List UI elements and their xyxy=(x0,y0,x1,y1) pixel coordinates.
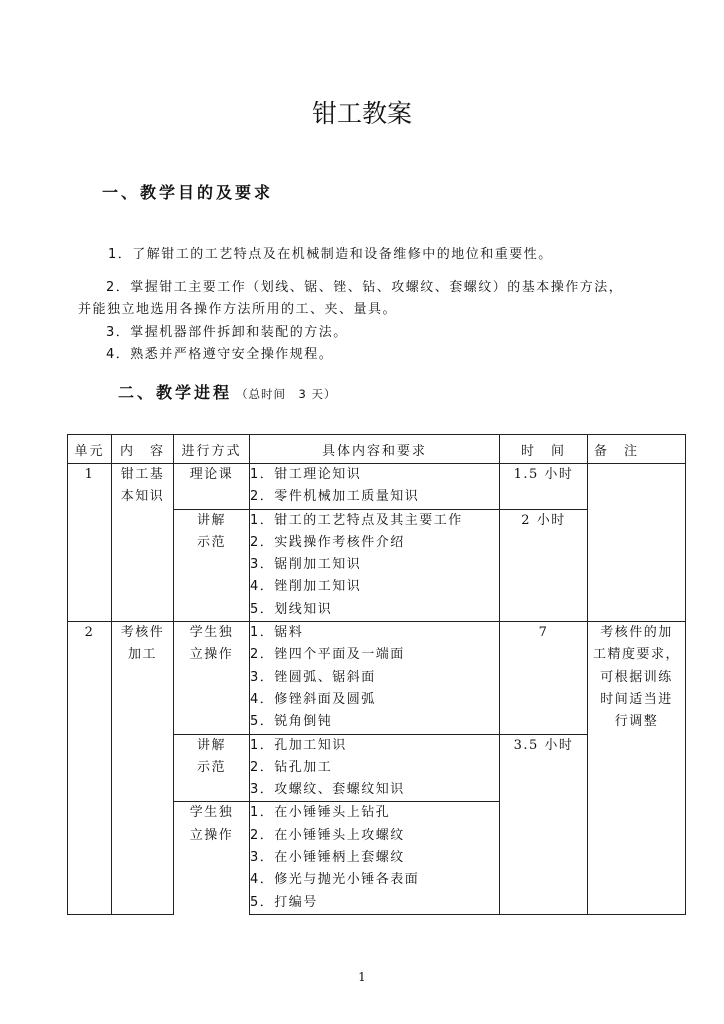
unit-content-2: 考核件 加工 xyxy=(112,622,174,915)
progress-total-time: （总时间 3 天） xyxy=(236,387,337,401)
progress-heading-text: 二、教学进程 xyxy=(118,383,233,402)
method-cell: 理论课 xyxy=(174,464,250,510)
time-cell: 3.5 小时 xyxy=(500,734,588,914)
method-cell: 讲解 示范 xyxy=(174,734,250,802)
notes-cell xyxy=(588,464,686,622)
details-cell: 1．钳工理论知识 2．零件机械加工质量知识 xyxy=(250,464,500,510)
method-cell: 讲解 示范 xyxy=(174,509,250,621)
goal-item-2-cont: 并能独立地选用各操作方法所用的工、夹、量具。 xyxy=(78,302,398,317)
notes-cell: 考核件的加 工精度要求， 可根据训练 时间适当进 行调整 xyxy=(588,622,686,915)
header-time: 时 间 xyxy=(500,435,588,464)
header-details: 具体内容和要求 xyxy=(250,435,500,464)
goal-item-2: 2．掌握钳工主要工作（划线、锯、锉、钻、攻螺纹、套螺纹）的基本操作方法， xyxy=(106,280,624,295)
table-header-row xyxy=(68,435,686,464)
details-cell: 1．钳工的工艺特点及其主要工作 2．实践操作考核件介绍 3．锯削加工知识 4．锉削加工知识 5．划线知识 xyxy=(250,509,500,621)
method-cell: 学生独 立操作 xyxy=(174,622,250,734)
time-cell: 2 小时 xyxy=(500,509,588,621)
table-row xyxy=(68,464,686,510)
goal-item-3: 3．掌握机器部件拆卸和装配的方法。 xyxy=(106,325,348,340)
goal-item-4: 4．熟悉并严格遵守安全操作规程。 xyxy=(106,347,334,362)
method-cell: 学生独 立操作 xyxy=(174,802,250,914)
unit-number-1: 1 xyxy=(68,464,112,622)
goal-item-1: 1．了解钳工的工艺特点及在机械制造和设备维修中的地位和重要性。 xyxy=(108,247,553,262)
header-method: 进行方式 xyxy=(174,435,250,464)
header-unit: 单元 xyxy=(68,435,112,464)
section-heading-goals: 一、教学目的及要求 xyxy=(102,183,274,202)
time-cell: 1.5 小时 xyxy=(500,464,588,510)
section-heading-progress xyxy=(118,380,337,403)
unit-content-1: 钳工基 本知识 xyxy=(112,464,174,622)
header-notes: 备 注 xyxy=(588,435,686,464)
page-number: 1 xyxy=(358,970,366,984)
time-cell: 7 xyxy=(500,622,588,734)
details-cell: 1．在小锤锤头上钻孔 2．在小锤锤头上攻螺纹 3．在小锤锤柄上套螺纹 4．修光与抛光小锤各表面 5．打编号 xyxy=(250,802,500,914)
header-content: 内 容 xyxy=(112,435,174,464)
details-cell: 1．孔加工知识 2．钻孔加工 3．攻螺纹、套螺纹知识 xyxy=(250,734,500,802)
page-title: 钳工教案 xyxy=(311,99,412,128)
table-row xyxy=(68,622,686,734)
details-cell: 1．锯料 2．锉四个平面及一端面 3．锉圆弧、锯斜面 4．修锉斜面及圆弧 5．锐角倒钝 xyxy=(250,622,500,734)
unit-number-2: 2 xyxy=(68,622,112,915)
teaching-plan-table xyxy=(67,434,686,915)
